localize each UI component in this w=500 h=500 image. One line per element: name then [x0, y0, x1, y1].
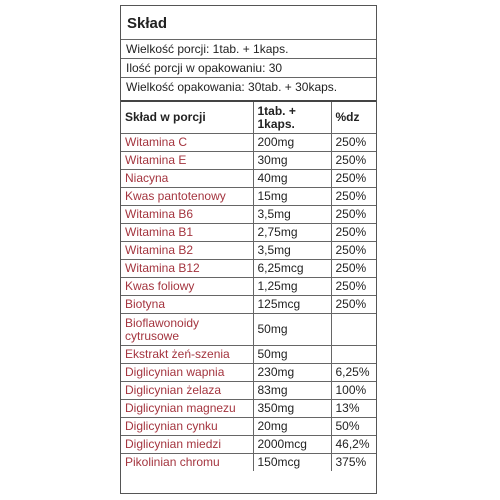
ingredient-name: Niacyna: [121, 170, 253, 188]
ingredient-daily-value: 250%: [331, 278, 376, 296]
ingredient-name: Witamina B1: [121, 224, 253, 242]
table-row: [121, 134, 376, 152]
table-row: [121, 346, 376, 364]
table-row: [121, 454, 376, 472]
ingredient-name: Witamina B2: [121, 242, 253, 260]
ingredient-daily-value: 250%: [331, 170, 376, 188]
ingredient-daily-value: 250%: [331, 206, 376, 224]
ingredient-amount: 350mg: [253, 400, 331, 418]
ingredient-amount: 200mg: [253, 134, 331, 152]
table-row: [121, 278, 376, 296]
ingredient-daily-value: 250%: [331, 242, 376, 260]
table-row: [121, 364, 376, 382]
table-row: [121, 242, 376, 260]
ingredient-daily-value: 250%: [331, 152, 376, 170]
ingredient-amount: 83mg: [253, 382, 331, 400]
panel-title: Skład: [127, 15, 168, 32]
ingredient-amount: 2000mcg: [253, 436, 331, 454]
ingredient-name: Pikolinian chromu: [121, 454, 253, 472]
table-row: [121, 296, 376, 314]
table-row: [121, 206, 376, 224]
table-row: [121, 436, 376, 454]
ingredient-daily-value: 250%: [331, 188, 376, 206]
ingredient-amount: 20mg: [253, 418, 331, 436]
ingredient-daily-value: 250%: [331, 134, 376, 152]
ingredient-daily-value: [331, 346, 376, 364]
ingredient-amount: 6,25mcg: [253, 260, 331, 278]
ingredient-name: Witamina C: [121, 134, 253, 152]
ingredient-name: Witamina E: [121, 152, 253, 170]
table-row: [121, 382, 376, 400]
ingredient-amount: 15mg: [253, 188, 331, 206]
servings-per-container: Ilość porcji w opakowaniu: 30: [121, 58, 376, 77]
serving-size: Wielkość porcji: 1tab. + 1kaps.: [121, 39, 376, 58]
header-amount: 1tab. + 1kaps.: [253, 101, 331, 134]
ingredient-amount: 40mg: [253, 170, 331, 188]
ingredient-amount: 50mg: [253, 346, 331, 364]
ingredient-amount: 150mcg: [253, 454, 331, 472]
ingredient-name: Diglicynian żelaza: [121, 382, 253, 400]
ingredient-daily-value: 46,2%: [331, 436, 376, 454]
ingredient-name: Kwas pantotenowy: [121, 188, 253, 206]
header-ingredient: Skład w porcji: [121, 101, 253, 134]
ingredient-daily-value: 6,25%: [331, 364, 376, 382]
ingredient-daily-value: 13%: [331, 400, 376, 418]
ingredient-daily-value: 100%: [331, 382, 376, 400]
table-row: [121, 152, 376, 170]
table-row: [121, 188, 376, 206]
ingredient-daily-value: 50%: [331, 418, 376, 436]
ingredient-name: Ekstrakt żeń-szenia: [121, 346, 253, 364]
ingredient-name: Diglicynian cynku: [121, 418, 253, 436]
header-daily-value: %dz: [331, 101, 376, 134]
ingredient-name: Bioflawonoidy cytrusowe: [121, 314, 253, 346]
ingredient-daily-value: 250%: [331, 224, 376, 242]
ingredient-name: Witamina B12: [121, 260, 253, 278]
ingredient-name: Diglicynian wapnia: [121, 364, 253, 382]
table-row: [121, 400, 376, 418]
ingredient-daily-value: 250%: [331, 260, 376, 278]
ingredient-amount: 1,25mg: [253, 278, 331, 296]
ingredient-amount: 50mg: [253, 314, 331, 346]
ingredient-daily-value: 375%: [331, 454, 376, 472]
package-size: Wielkość opakowania: 30tab. + 30kaps.: [121, 77, 376, 96]
ingredient-amount: 230mg: [253, 364, 331, 382]
ingredient-name: Biotyna: [121, 296, 253, 314]
ingredient-daily-value: [331, 314, 376, 346]
ingredient-amount: 3,5mg: [253, 206, 331, 224]
ingredient-name: Diglicynian magnezu: [121, 400, 253, 418]
ingredient-amount: 30mg: [253, 152, 331, 170]
table-row: [121, 260, 376, 278]
table-row: [121, 224, 376, 242]
table-row: [121, 314, 376, 346]
ingredient-amount: 125mcg: [253, 296, 331, 314]
ingredient-name: Witamina B6: [121, 206, 253, 224]
table-row: [121, 418, 376, 436]
ingredient-amount: 2,75mg: [253, 224, 331, 242]
ingredients-table: [121, 100, 376, 471]
nutrition-panel: [120, 5, 377, 494]
table-body: [121, 134, 376, 472]
ingredient-daily-value: 250%: [331, 296, 376, 314]
ingredient-amount: 3,5mg: [253, 242, 331, 260]
table-header-row: [121, 101, 376, 134]
ingredient-name: Kwas foliowy: [121, 278, 253, 296]
ingredient-name: Diglicynian miedzi: [121, 436, 253, 454]
table-row: [121, 170, 376, 188]
